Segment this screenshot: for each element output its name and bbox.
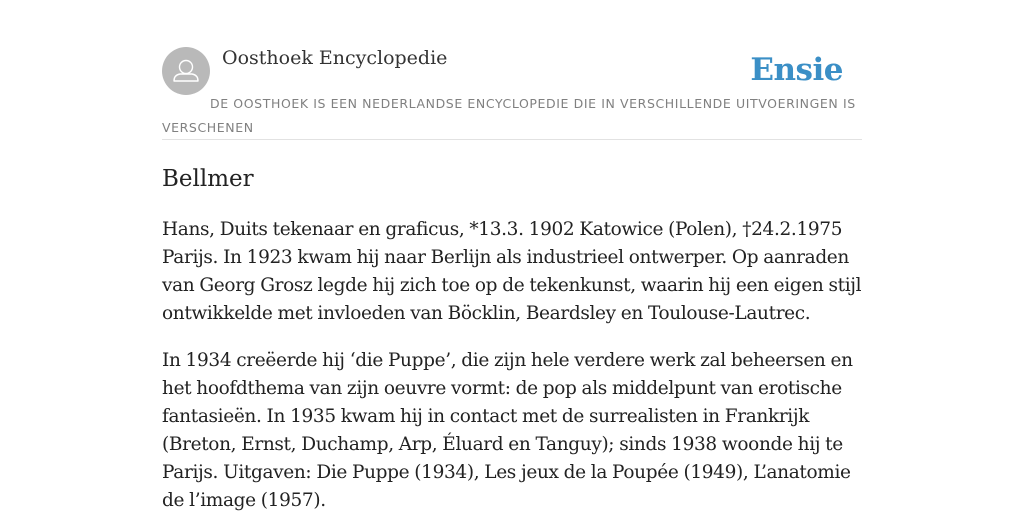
article-body <box>162 216 862 512</box>
avatar-graphic <box>162 47 210 95</box>
brand-logo[interactable]: Ensie <box>750 52 843 88</box>
article-title: Bellmer <box>162 166 254 192</box>
site-tagline: DE OOSTHOEK IS EEN NEDERLANDSE ENCYCLOPEDIE DIE IN VERSCHILLENDE UITVOERINGEN IS VERSCHENEN <box>162 96 856 135</box>
page-header <box>162 46 862 140</box>
article-paragraph: In 1934 creëerde hij ‘die Puppe’, die zijn hele verdere werk zal beheersen en het hoofdthema van zijn oeuvre vormt: de pop als middelpunt van erotische fantasieën. In 1935 kwam hij in contact met de surrealisten in Frankrijk (Breton, Ernst, Duchamp, Arp, Éluard en Tanguy); sinds 1938 woonde hij te Parijs. Uitgaven: Die Puppe (1934), Les jeux de la Poupée (1949), L’anatomie de l’image (1957). <box>162 350 853 511</box>
article-paragraph: Hans, Duits tekenaar en graficus, *13.3. 1902 Katowice (Polen), †24.2.1975 Parijs. In 1923 kwam hij naar Berlijn als industrieel ontwerper. Op aanraden van Georg Grosz legde hij zich toe op de tekenkunst, waarin hij een eigen stijl ontwikkelde met invloeden van Böcklin, Beardsley en Toulouse-Lautrec. <box>162 219 862 324</box>
user-silhouette-icon[interactable] <box>162 47 210 95</box>
site-title[interactable]: Oosthoek Encyclopedie <box>222 47 448 69</box>
